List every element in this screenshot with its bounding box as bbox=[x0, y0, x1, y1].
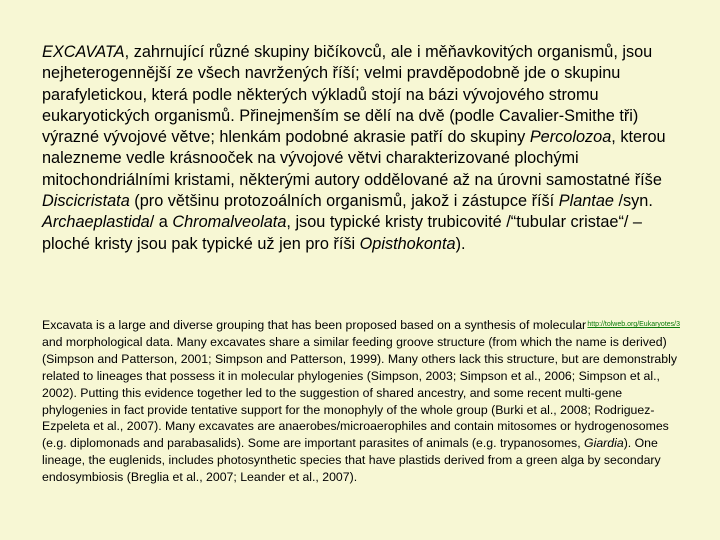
italic-term: Archaeplastida bbox=[42, 213, 150, 232]
text-segment: , zahrnující různé skupiny bičíkovců, ale i měňavkovitých organismů, jsou nejheterogennější ze všech navržených říší; velmi pravděpodobně jde o skupinu parafyletickou, která podle některých výkladů stojí na bázi vývojového stromu eukaryotických organismů. Přinejmenším se dělí na dvě (podle Cavalier-Smithe tři) výrazné vývojové větve; hlenkám podobné akrasie patří do skupiny bbox=[42, 43, 653, 147]
text-segment: , jsou typické kristy trubicovité /“tubular cristae“/ – ploché kristy jsou pak typické už jen pro říši bbox=[42, 213, 642, 253]
italic-term: Plantae bbox=[558, 192, 614, 211]
text-segment: (pro většinu protozoálních organismů, jakož i zástupce říší bbox=[129, 192, 559, 211]
italic-term: Opisthokonta bbox=[359, 234, 456, 253]
italic-term: EXCAVATA bbox=[42, 43, 125, 61]
text-segment: /syn. bbox=[613, 192, 653, 211]
italic-term: Giardia bbox=[584, 436, 624, 451]
text-segment: ). One lineage, the euglenids, includes photosynthetic species that have plastids derived from a green alga by secondary endosymbiosis (Breglia et al., 2007; Leander et al., 2007). bbox=[42, 436, 661, 485]
italic-term: Chromalveolata bbox=[172, 213, 287, 232]
source-link[interactable]: http://tolweb.org/Eukaryotes/3 bbox=[587, 321, 680, 328]
italic-term: Percolozoa bbox=[529, 128, 612, 147]
italic-term: Discicristata bbox=[42, 192, 130, 211]
text-segment: ). bbox=[455, 234, 466, 253]
czech-paragraph bbox=[42, 42, 682, 255]
text-segment: / a bbox=[149, 213, 173, 232]
english-paragraph bbox=[42, 317, 682, 486]
text-segment: , kterou nalezneme vedle krásnooček na vývojové větvi charakterizované plochými mitochondriálními kristami, některými autory oddělované až na úrovni samostatné říše bbox=[42, 128, 666, 189]
text-segment: Excavata is a large and diverse grouping that has been proposed based on a synthesis of molecular and morphological data. Many excavates share a similar feeding groove structure (from which the name is derived) (Simpson and Patterson, 2001; Simpson and Patterson, 1999). Many others lack this structure, but are demonstrably related to lineages that possess it in molecular phylogenies (Simpson, 2003; Simpson et al., 2006; Simpson et al., 2002). Putting this evidence together led to the suggestion of shared ancestry, and some recent multi-gene phylogenies in fact provide tentative support for the monophyly of the whole group (Burki et al., 2008; Rodriguez-Ezpeleta et al., 2007). Many excavates are anaerobes/microaerophiles and contain mitosomes or hydrogenosomes (e.g. diplomonads and parabasalids). Some are important parasites of animals (e.g. trypanosomes, bbox=[42, 318, 677, 451]
